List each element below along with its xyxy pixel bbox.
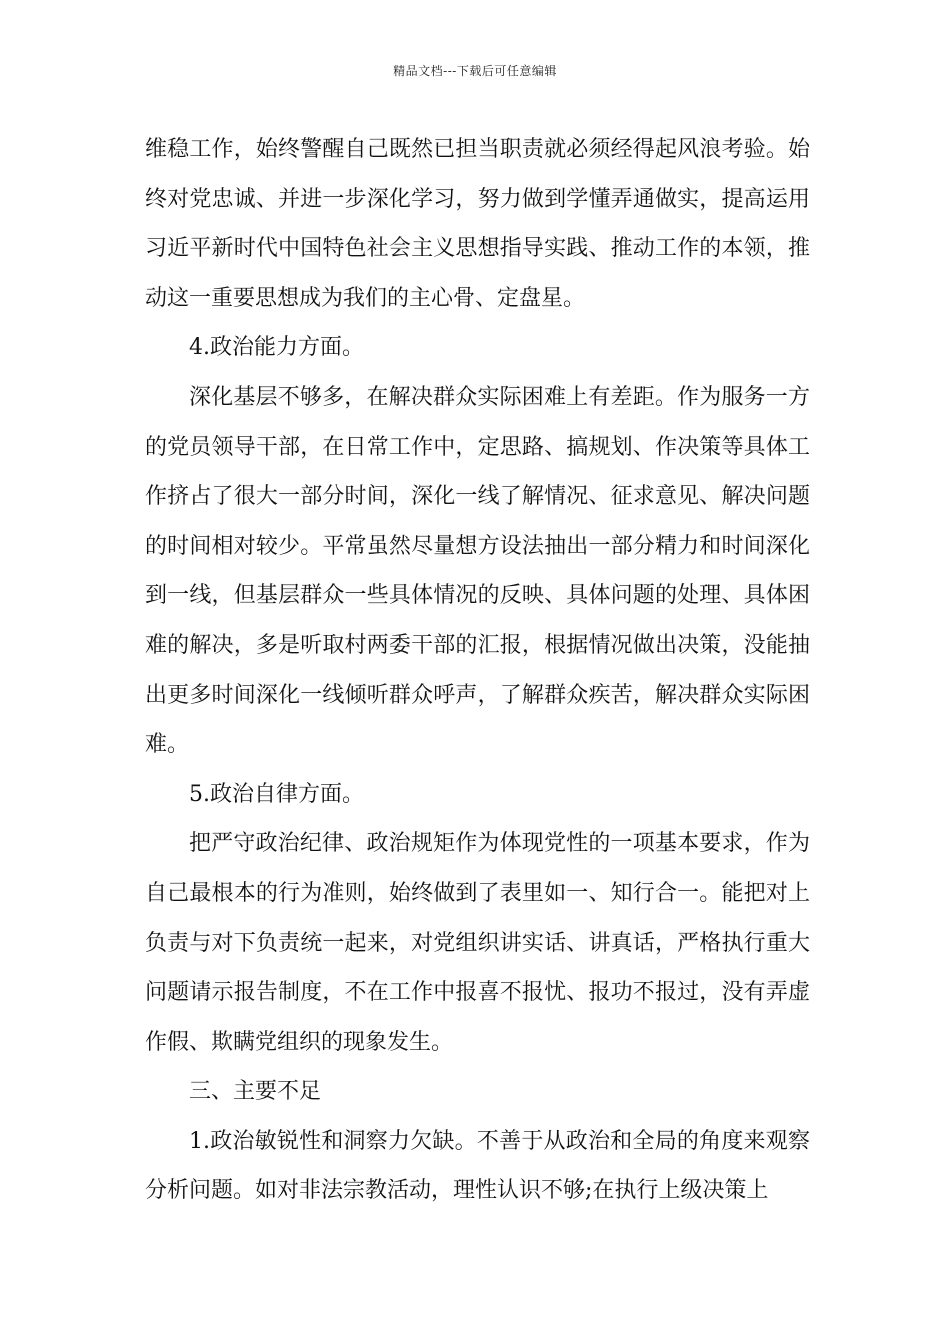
paragraph-7: 1.政治敏锐性和洞察力欠缺。不善于从政治和全局的角度来观察分析问题。如对非法宗教活动，理性认识不够;在执行上级决策上 xyxy=(145,1128,810,1204)
paragraph-2-heading: 4.政治能力方面。 xyxy=(189,335,364,361)
paragraph-4-heading: 5.政治自律方面。 xyxy=(189,781,364,807)
section-heading: 三、主要不足 xyxy=(189,1079,322,1105)
paragraph-5: 把严守政治纪律、政治规矩作为体现党性的一项基本要求，作为自己最根本的行为准则，始终做到了表里如一、知行合一。能把对上负责与对下负责统一起来，对党组织讲实话、讲真话，严格执行重大问题请示报告制度，不在工作中报喜不报忧、报功不报过，没有弄虚作假、欺瞒党组织的现象发生。 xyxy=(145,831,810,1055)
paragraph-3: 深化基层不够多，在解决群众实际困难上有差距。作为服务一方的党员领导干部，在日常工作中，定思路、搞规划、作决策等具体工作挤占了很大一部分时间，深化一线了解情况、征求意见、解决问题的时间相对较少。平常虽然尽量想方设法抽出一部分精力和时间深化到一线，但基层群众一些具体情况的反映、具体问题的处理、具体困难的解决，多是听取村两委干部的汇报，根据情况做出决策，没能抽出更多时间深化一线倾听群众呼声，了解群众疾苦，解决群众实际困难。 xyxy=(145,384,810,758)
page-header: 精品文档---下载后可任意编辑 xyxy=(393,64,557,78)
document-body xyxy=(145,125,810,1216)
paragraph-1: 维稳工作，始终警醒自己既然已担当职责就必须经得起风浪考验。始终对党忠诚、并进一步深化学习，努力做到学懂弄通做实，提高运用习近平新时代中国特色社会主义思想指导实践、推动工作的本领，推动这一重要思想成为我们的主心骨、定盘星。 xyxy=(145,137,810,311)
